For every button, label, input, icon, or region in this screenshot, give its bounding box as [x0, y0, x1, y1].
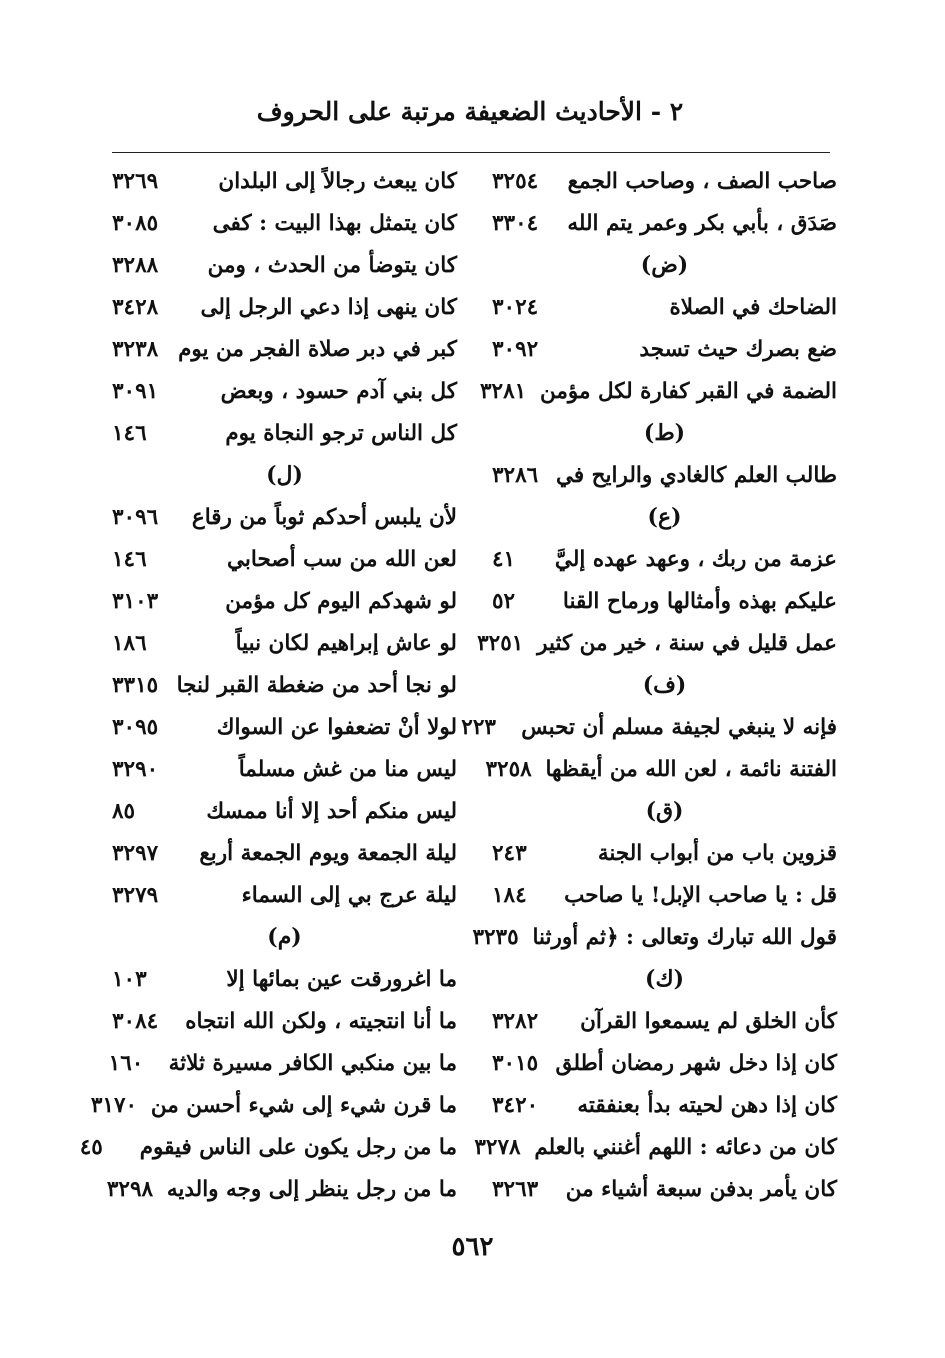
entry-number: ٣٢٥١	[477, 630, 524, 656]
entry-text: طالب العلم كالغادي والرايح في	[555, 462, 837, 488]
index-entry	[112, 622, 457, 664]
entry-text: كان يأمر بدفن سبعة أشياء من	[565, 1176, 837, 1202]
index-entry	[492, 454, 837, 496]
index-entry	[112, 244, 457, 286]
index-entry	[112, 706, 457, 748]
index-entry	[112, 874, 457, 916]
entry-number: ٣٤٢٨	[112, 294, 159, 320]
index-entry	[492, 202, 837, 244]
entry-number: ٣٠٩٥	[112, 714, 159, 740]
entry-number: ٤٥	[79, 1134, 103, 1160]
index-entry	[112, 496, 457, 538]
entry-text: لو عاش إبراهيم لكان نبياً	[235, 630, 457, 656]
entry-text: ما من رجل ينظر إلى وجه والديه	[166, 1176, 457, 1202]
index-entry	[492, 832, 837, 874]
index-entry	[90, 1084, 457, 1126]
index-entry	[492, 538, 837, 580]
index-entry	[474, 1126, 837, 1168]
entry-text: كان إذا دهن لحيته بدأ بعنفقته	[577, 1092, 837, 1118]
section-letter: (ف)	[642, 672, 687, 698]
index-entry	[492, 580, 837, 622]
entry-text: الضمة في القبر كفارة لكل مؤمن	[539, 378, 837, 404]
page-header: ٢ - الأحاديث الضعيفة مرتبة على الحروف	[256, 97, 684, 126]
entry-number: ٣٣٠٤	[492, 210, 539, 236]
entry-text: ضع بصرك حيث تسجد	[639, 336, 837, 362]
index-entry	[112, 202, 457, 244]
entry-text: الفتنة نائمة ، لعن الله من أيقظها	[545, 756, 837, 782]
section-letter: (ض)	[640, 252, 689, 278]
entry-text: كان ينهى إذا دعي الرجل إلى	[200, 294, 457, 320]
entry-text: ليلة الجمعة ويوم الجمعة أربع	[199, 840, 457, 866]
entry-text: لو نجا أحد من ضغطة القبر لنجا	[176, 672, 457, 698]
entry-number: ٣٠٩١	[112, 378, 159, 404]
entry-text: ما من رجل يكون على الناس فيقوم	[139, 1134, 457, 1160]
index-entry	[112, 664, 457, 706]
header-rule	[112, 152, 830, 153]
index-entry	[112, 832, 457, 874]
entry-text: فإنه لا ينبغي لجيفة مسلم أن تحبس	[521, 714, 837, 740]
entry-number: ١٦٠	[108, 1050, 144, 1076]
entry-text: ما أنا انتجيته ، ولكن الله انتجاه	[185, 1008, 457, 1034]
entry-text: لأن يلبس أحدكم ثوباً من رقاع	[191, 504, 457, 530]
entry-number: ٣٠١٥	[492, 1050, 539, 1076]
entry-text: قل : يا صاحب الإبل! يا صاحب	[564, 882, 837, 908]
entry-number: ٣٢٨٢	[492, 1008, 539, 1034]
entry-number: ٣٢٣٨	[112, 336, 159, 362]
index-entry	[112, 328, 457, 370]
entry-number: ٢٤٣	[492, 840, 527, 866]
index-entry	[79, 1126, 457, 1168]
entry-number: ٣٢٩٧	[112, 840, 159, 866]
entry-text: كان إذا دخل شهر رمضان أطلق	[555, 1050, 837, 1076]
entry-text: كل بني آدم حسود ، وبعض	[220, 378, 457, 404]
entry-number: ١٨٤	[492, 882, 527, 908]
entry-text: كل الناس ترجو النجاة يوم	[225, 420, 457, 446]
entry-text: صَدَق ، بأبي بكر وعمر يتم الله	[567, 210, 837, 236]
index-entry	[461, 706, 837, 748]
index-entry	[112, 160, 457, 202]
index-entry	[108, 1042, 457, 1084]
entry-number: ١٤٦	[112, 546, 147, 572]
index-entry	[112, 412, 457, 454]
index-entry	[106, 1168, 457, 1210]
index-entry	[112, 286, 457, 328]
entry-text: عزمة من ربك ، وعهد عهده إليَّ	[554, 546, 837, 572]
index-entry	[479, 370, 837, 412]
index-entry	[472, 916, 837, 958]
entry-number: ٣١٧٠	[90, 1092, 138, 1118]
entry-number: ٨٥	[112, 798, 136, 824]
index-entry	[492, 328, 837, 370]
entry-number: ٣٢٩٨	[106, 1176, 154, 1202]
index-entry	[112, 538, 457, 580]
index-entry	[112, 370, 457, 412]
entry-number: ٣٢٧٩	[112, 882, 159, 908]
index-entry	[492, 1084, 837, 1126]
page-number: ٥٦٢	[451, 1232, 494, 1262]
entry-number: ٣٢٧٨	[474, 1134, 521, 1160]
index-entry	[492, 874, 837, 916]
entry-number: ٤١	[492, 546, 516, 572]
entry-number: ٣٠٨٤	[112, 1008, 159, 1034]
entry-text: كان يتمثل بهذا البيت : كفى	[212, 210, 457, 236]
entry-number: ٣٢٩٠	[112, 756, 159, 782]
index-entry	[492, 160, 837, 202]
section-letter: (ك)	[645, 966, 684, 992]
index-entry	[112, 790, 457, 832]
entry-text: ما قرن شيء إلى شيء أحسن من	[150, 1092, 457, 1118]
section-letter: (ل)	[266, 462, 303, 488]
entry-text: كان يبعث رجالاً إلى البلدان	[218, 168, 457, 194]
entry-text: كأن الخلق لم يسمعوا القرآن	[580, 1008, 837, 1034]
entry-text: صاحب الصف ، وصاحب الجمع	[567, 168, 837, 194]
entry-text: قول الله تبارك وتعالى : ﴿ثم أورثنا	[532, 924, 837, 950]
entry-number: ٣٠٩٦	[112, 504, 159, 530]
section-letter: (ع)	[647, 504, 682, 530]
entry-text: قزوين باب من أبواب الجنة	[597, 840, 837, 866]
index-entry	[477, 622, 837, 664]
section-letter: (م)	[267, 924, 302, 950]
entry-number: ٣٤٢٠	[492, 1092, 539, 1118]
entry-text: ما بين منكبي الكافر مسيرة ثلاثة	[168, 1050, 457, 1076]
index-entry	[492, 1000, 837, 1042]
entry-text: لولا أنْ تضعفوا عن السواك	[216, 714, 457, 740]
entry-number: ٣٢٨٦	[492, 462, 539, 488]
entry-number: ٣٠٩٢	[492, 336, 539, 362]
entry-text: كان يتوضأ من الحدث ، ومن	[207, 252, 457, 278]
entry-number: ١٨٦	[112, 630, 147, 656]
index-entry	[492, 1042, 837, 1084]
entry-number: ٣٢٥٨	[485, 756, 532, 782]
entry-number: ٣٠٢٤	[492, 294, 539, 320]
entry-text: ليس منكم أحد إلا أنا ممسك	[206, 798, 457, 824]
index-entry	[112, 958, 457, 1000]
entry-text: عمل قليل في سنة ، خير من كثير	[537, 630, 837, 656]
entry-number: ٥٢	[492, 588, 516, 614]
entry-text: كبر في دبر صلاة الفجر من يوم	[178, 336, 457, 362]
entry-number: ٣٢٦٣	[492, 1176, 539, 1202]
index-entry	[112, 1000, 457, 1042]
entry-text: ما اغرورقت عين بمائها إلا	[226, 966, 457, 992]
index-entry	[112, 580, 457, 622]
index-entry	[492, 286, 837, 328]
entry-number: ٣٢٣٥	[472, 924, 519, 950]
entry-text: ليس منا من غش مسلماً	[238, 756, 457, 782]
entry-number: ٣٢٨١	[479, 378, 527, 404]
entry-number: ٣١٠٣	[112, 588, 159, 614]
entry-number: ٣٢٦٩	[112, 168, 159, 194]
entry-number: ٣٠٨٥	[112, 210, 159, 236]
entry-text: لعن الله من سب أصحابي	[227, 546, 457, 572]
entry-number: ٣٢٥٤	[492, 168, 539, 194]
entry-number: ١٠٣	[112, 966, 147, 992]
entry-text: لو شهدكم اليوم كل مؤمن	[225, 588, 457, 614]
entry-text: ليلة عرج بي إلى السماء	[241, 882, 457, 908]
left-column	[79, 160, 457, 1210]
section-letter: (ط)	[643, 420, 686, 446]
entry-text: الضاحك في الصلاة	[669, 294, 837, 320]
entry-number: ٣٣١٥	[112, 672, 159, 698]
right-column	[461, 160, 837, 1210]
index-entry	[485, 748, 837, 790]
entry-number: ٢٢٣	[461, 714, 496, 740]
entry-number: ١٤٦	[112, 420, 147, 446]
entry-text: كان من دعائه : اللهم أغنني بالعلم	[534, 1134, 837, 1160]
index-entry	[492, 1168, 837, 1210]
entry-number: ٣٢٨٨	[112, 252, 159, 278]
entry-text: عليكم بهذه وأمثالها ورماح القنا	[562, 588, 837, 614]
index-entry	[112, 748, 457, 790]
section-letter: (ق)	[645, 798, 684, 824]
